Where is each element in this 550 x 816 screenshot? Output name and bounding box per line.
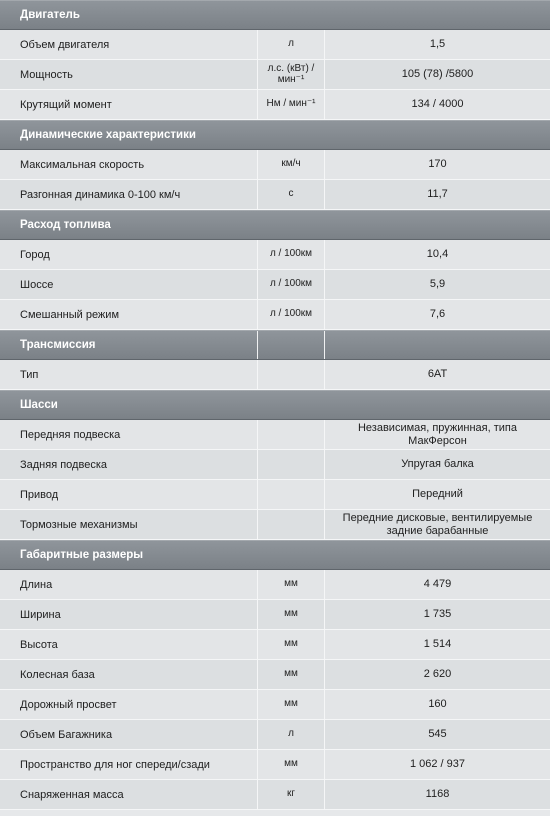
row-value: Передние дисковые, вентилируемые задние барабанные: [342, 511, 533, 537]
table-row: [0, 480, 550, 510]
row-value: 134 / 4000: [411, 98, 464, 111]
section-header-transmission: [0, 330, 550, 360]
table-row: [0, 510, 550, 540]
row-unit: мм: [257, 570, 325, 599]
table-row: [0, 660, 550, 690]
row-value: 170: [428, 158, 447, 171]
row-value: 11,7: [427, 188, 448, 201]
table-row: [0, 630, 550, 660]
row-unit: [257, 510, 325, 539]
row-unit: [257, 420, 325, 449]
row-unit: с: [257, 180, 325, 209]
section-header-engine: [0, 0, 550, 30]
row-unit: л: [257, 30, 325, 59]
row-name: Дорожный просвет: [20, 698, 117, 711]
table-row: [0, 450, 550, 480]
table-row: [0, 180, 550, 210]
row-name: Колесная база: [20, 668, 95, 681]
section-header-dynamics: [0, 120, 550, 150]
row-name: Высота: [20, 638, 58, 651]
row-unit: [257, 450, 325, 479]
section-title: Динамические характеристики: [20, 129, 196, 141]
section-header-dimensions: [0, 540, 550, 570]
row-value: 1 062 / 937: [409, 758, 466, 771]
row-value: 105 (78) /5800: [401, 68, 474, 81]
row-name: Шоссе: [20, 278, 54, 291]
row-value: 5,9: [429, 278, 446, 291]
row-name: Разгонная динамика 0-100 км/ч: [20, 188, 181, 201]
table-row: [0, 60, 550, 90]
table-row: [0, 300, 550, 330]
table-row: [0, 270, 550, 300]
table-row: [0, 720, 550, 750]
table-row: [0, 30, 550, 60]
row-unit: [257, 360, 325, 389]
row-value: Передний: [412, 488, 463, 501]
row-value: 545: [428, 728, 447, 741]
row-name: Смешанный режим: [20, 308, 119, 321]
row-name: Тормозные механизмы: [20, 518, 138, 531]
row-name: Объем Багажника: [20, 728, 113, 741]
row-value: 10,4: [426, 248, 449, 261]
table-row: [0, 150, 550, 180]
row-value: 1168: [425, 788, 450, 801]
table-row: [0, 240, 550, 270]
row-unit: мм: [257, 600, 325, 629]
row-value: 7,6: [429, 308, 446, 321]
header-spacer: [325, 331, 550, 359]
row-unit: мм: [257, 690, 325, 719]
row-value: 1 735: [423, 608, 452, 621]
row-value: 4 479: [423, 578, 452, 591]
row-name: Город: [20, 248, 50, 261]
table-row: [0, 360, 550, 390]
section-title: Шасси: [20, 399, 58, 411]
row-unit: мм: [257, 630, 325, 659]
row-unit: [257, 480, 325, 509]
table-row: [0, 600, 550, 630]
row-unit: мм: [257, 750, 325, 779]
row-unit: кг: [257, 780, 325, 809]
row-value: 160: [428, 698, 447, 711]
section-title: Расход топлива: [20, 219, 111, 231]
row-name: Объем двигателя: [20, 38, 110, 51]
row-unit: л.с. (кВт) / мин⁻¹: [257, 60, 325, 89]
row-name: Пространство для ног спереди/сзади: [20, 758, 210, 771]
row-value: 6AT: [427, 368, 448, 381]
row-unit: л / 100км: [257, 240, 325, 269]
table-row: [0, 690, 550, 720]
table-row: [0, 90, 550, 120]
row-name: Крутящий момент: [20, 98, 112, 111]
section-header-fuel: [0, 210, 550, 240]
table-row: [0, 750, 550, 780]
row-value: 1,5: [429, 38, 446, 51]
row-name: Снаряженная масса: [20, 788, 124, 801]
row-name: Тип: [20, 368, 39, 381]
row-unit: л: [257, 720, 325, 749]
header-divider: [257, 331, 325, 359]
row-name: Максимальная скорость: [20, 158, 145, 171]
row-name: Передняя подвеска: [20, 428, 121, 441]
table-row: [0, 780, 550, 810]
row-value: 2 620: [423, 668, 452, 681]
row-value: Упругая балка: [401, 458, 474, 471]
table-row: [0, 420, 550, 450]
row-name: Мощность: [20, 68, 73, 81]
row-unit: л / 100км: [257, 270, 325, 299]
row-name: Длина: [20, 578, 53, 591]
row-name: Привод: [20, 488, 59, 501]
row-unit: мм: [257, 660, 325, 689]
row-unit: л / 100км: [257, 300, 325, 329]
row-unit: км/ч: [257, 150, 325, 179]
row-value: 1 514: [423, 638, 452, 651]
row-value: Независимая, пружинная, типа МакФерсон: [357, 421, 518, 447]
row-name: Ширина: [20, 608, 61, 621]
row-unit: Нм / мин⁻¹: [257, 90, 325, 119]
section-header-chassis: [0, 390, 550, 420]
table-row: [0, 570, 550, 600]
section-title: Двигатель: [20, 9, 80, 21]
section-title: Габаритные размеры: [20, 549, 144, 561]
section-title: Трансмиссия: [20, 339, 96, 351]
row-name: Задняя подвеска: [20, 458, 107, 471]
